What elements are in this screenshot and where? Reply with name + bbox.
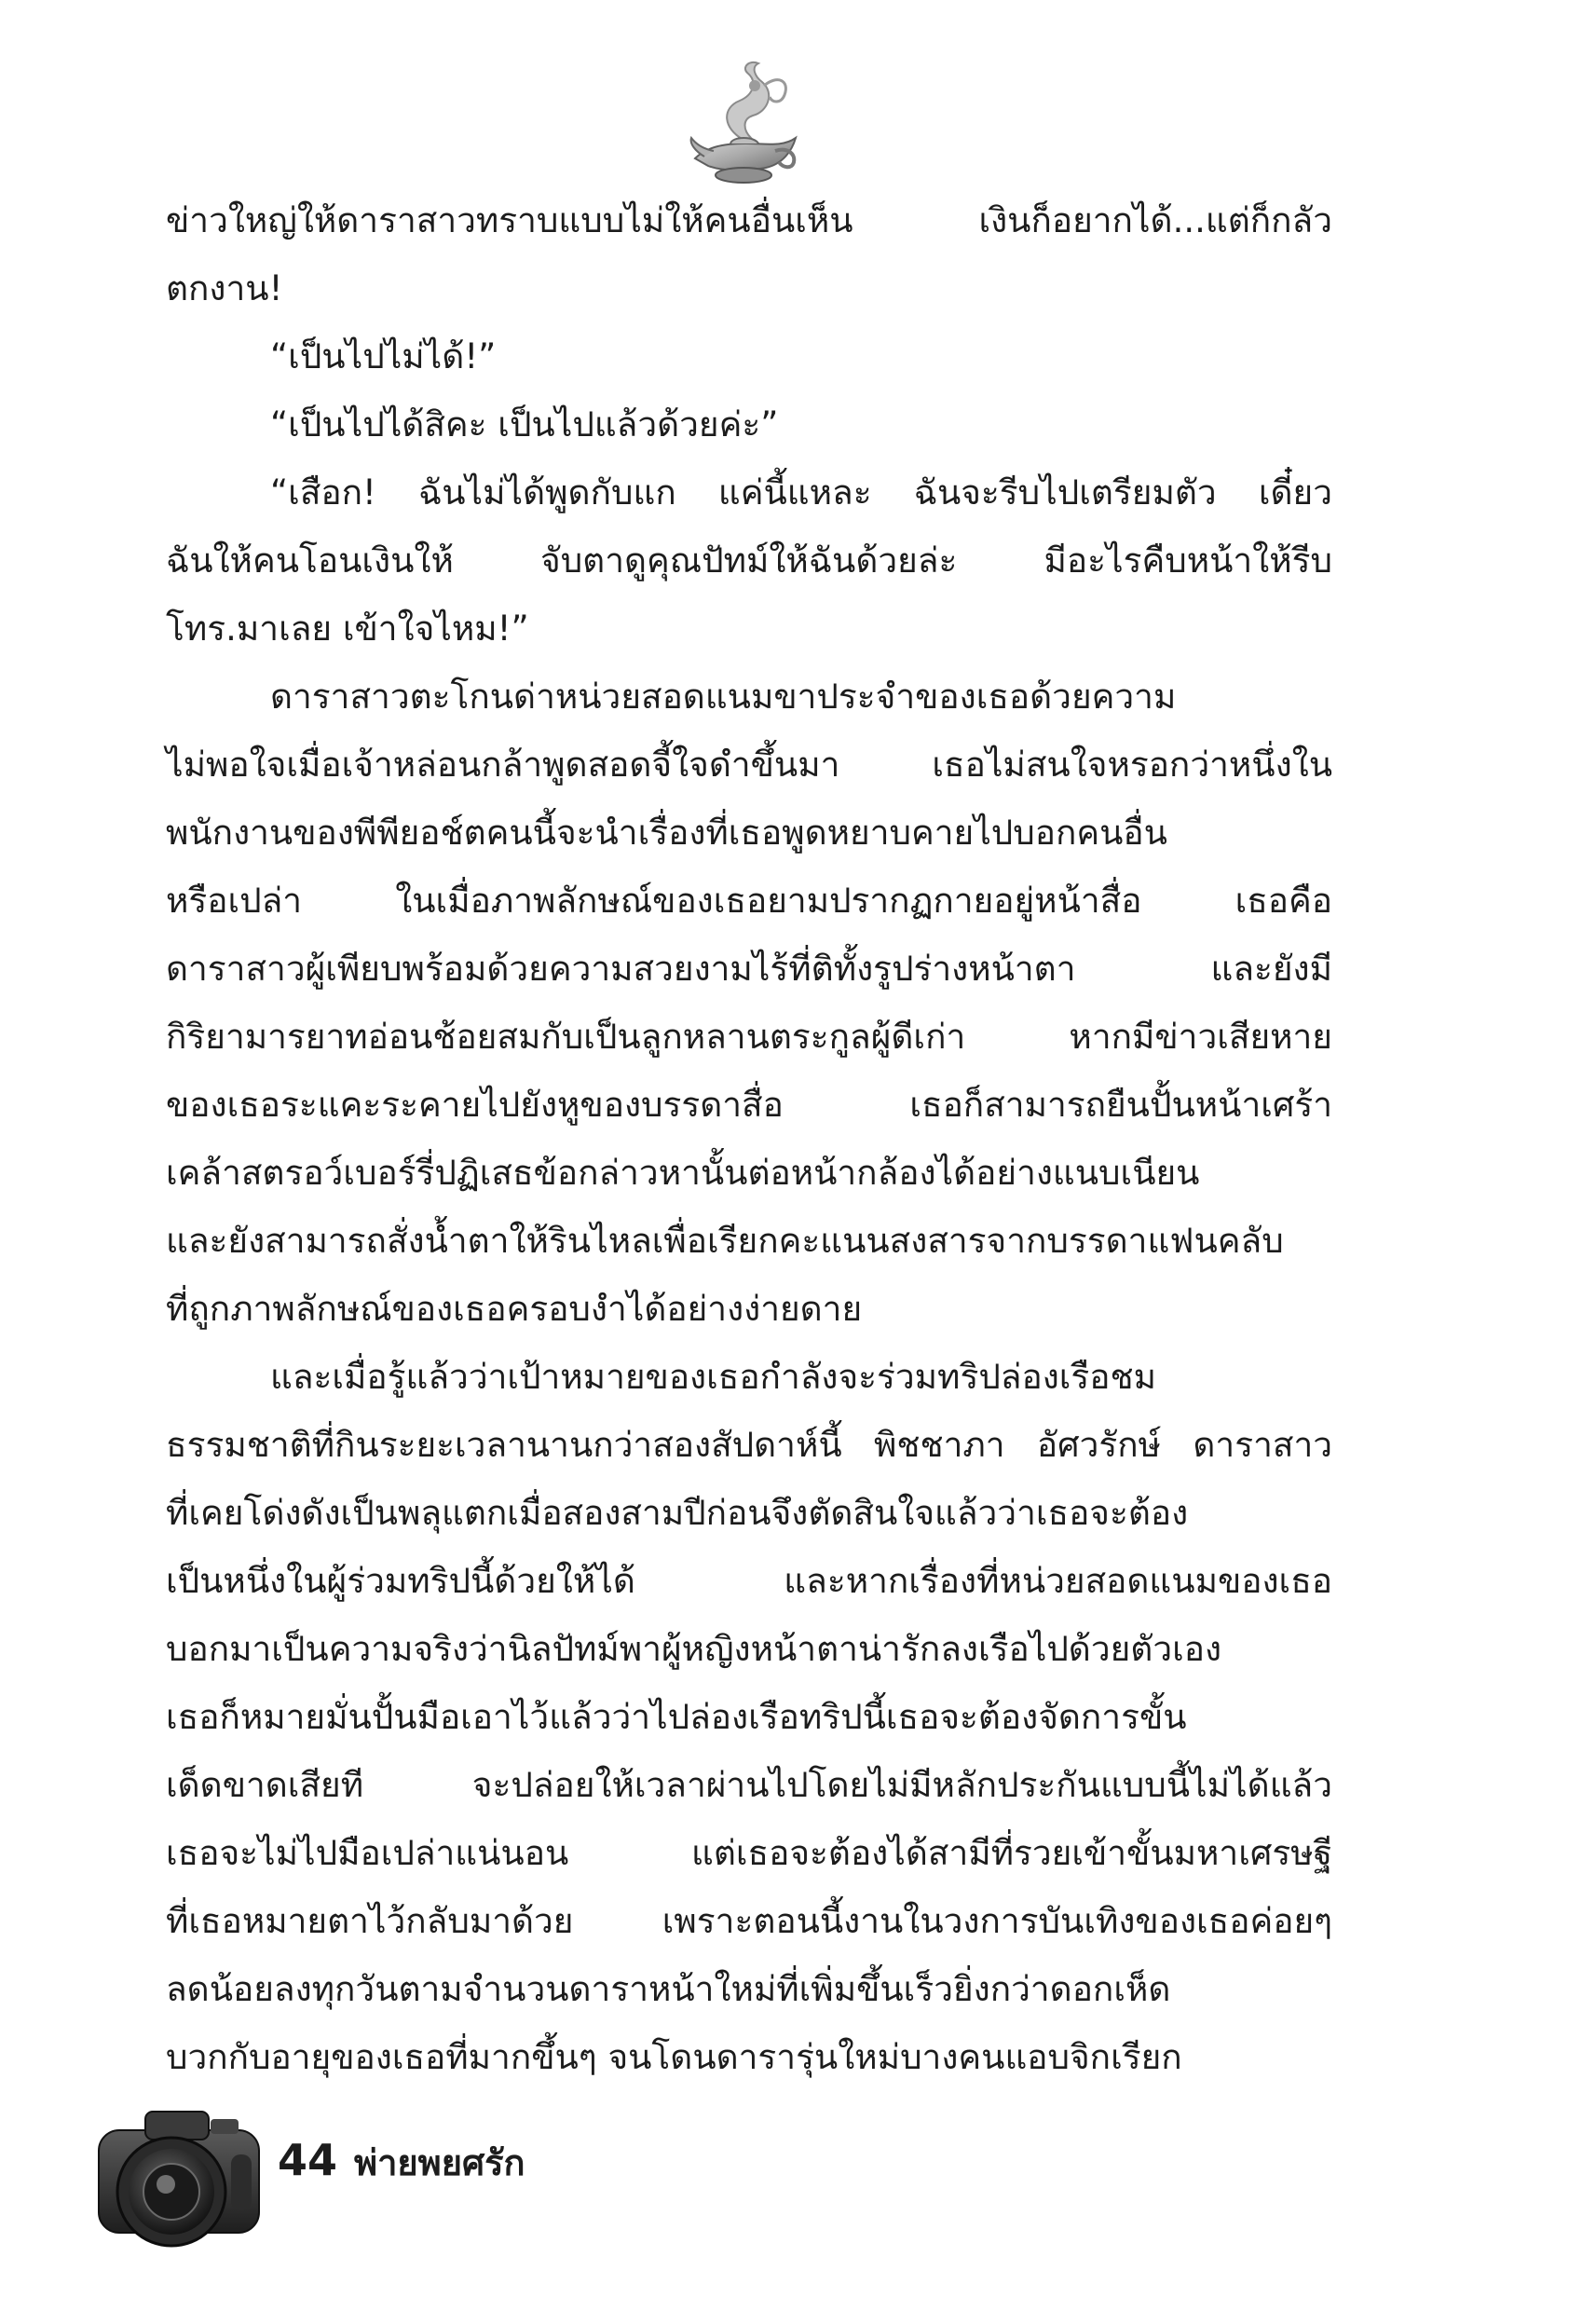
text-line: “เสือก! ฉันไม่ได้พูดกับแก แค่นี้แหละ ฉันจะรีบไปเตรียมตัว เดี๋ยว <box>270 472 1332 513</box>
text-line: เป็นหนึ่งในผู้ร่วมทริปนี้ด้วยให้ได้ และหากเรื่องที่หน่วยสอดแนมของเธอ <box>166 1561 1332 1601</box>
text-line: ดาราสาวผู้เพียบพร้อมด้วยความสวยงามไร้ที่ติทั้งรูปร่างหน้าตา และยังมี <box>166 949 1332 989</box>
text-line: เคล้าสตรอว์เบอร์รี่ปฏิเสธข้อกล่าวหานั้นต่อหน้ากล้องได้อย่างแนบเนียน <box>166 1153 1200 1193</box>
text-line: บอกมาเป็นความจริงว่านิลปัทม์พาผู้หญิงหน้าตาน่ารักลงเรือไปด้วยตัวเอง <box>166 1629 1222 1669</box>
page-number: 44 <box>278 2135 338 2185</box>
text-line: พนักงานของพีพียอช์ตคนนี้จะนำเรื่องที่เธอพูดหยาบคายไปบอกคนอื่น <box>166 813 1167 853</box>
text-line: ลดน้อยลงทุกวันตามจำนวนดาราหน้าใหม่ที่เพิ่มขึ้นเร็วยิ่งกว่าดอกเห็ด <box>166 1969 1171 2009</box>
text-line: ธรรมชาติที่กินระยะเวลานานกว่าสองสัปดาห์นี้ พิชชาภา อัศวรักษ์ ดาราสาว <box>166 1425 1332 1465</box>
text-line: ของเธอระแคะระคายไปยังหูของบรรดาสื่อ เธอก็สามารถยืนปั้นหน้าเศร้า <box>166 1085 1332 1125</box>
text-line: เด็ดขาดเสียที จะปล่อยให้เวลาผ่านไปโดยไม่มีหลักประกันแบบนี้ไม่ได้แล้ว <box>166 1765 1332 1805</box>
text-line: และเมื่อรู้แล้วว่าเป้าหมายของเธอกำลังจะร่วมทริปล่องเรือชม <box>270 1357 1157 1397</box>
body-text <box>166 186 1332 2115</box>
text-line: หรือเปล่า ในเมื่อภาพลักษณ์ของเธอยามปรากฏกายอยู่หน้าสื่อ เธอคือ <box>166 881 1332 921</box>
text-line: และยังสามารถสั่งน้ำตาให้รินไหลเพื่อเรียกคะแนนสงสารจากบรรดาแฟนคลับ <box>166 1221 1284 1261</box>
text-line: ที่เคยโด่งดังเป็นพลุแตกเมื่อสองสามปีก่อนจึงตัดสินใจแล้วว่าเธอจะต้อง <box>166 1493 1189 1533</box>
text-line: เธอจะไม่ไปมือเปล่าแน่นอน แต่เธอจะต้องได้สามีที่รวยเข้าขั้นมหาเศรษฐี <box>166 1833 1332 1873</box>
text-line: “เป็นไปได้สิคะ เป็นไปแล้วด้วยค่ะ” <box>270 404 779 444</box>
camera-icon <box>91 2099 268 2257</box>
text-line: ข่าวใหญ่ให้ดาราสาวทราบแบบไม่ให้คนอื่นเห็น เงินก็อยากได้...แต่ก็กลัว <box>166 200 1332 240</box>
text-line: ที่ถูกภาพลักษณ์ของเธอครอบงำได้อย่างง่ายดาย <box>166 1289 863 1329</box>
text-line: ที่เธอหมายตาไว้กลับมาด้วย เพราะตอนนี้งานในวงการบันเทิงของเธอค่อยๆ <box>166 1901 1332 1941</box>
text-line: บวกกับอายุของเธอที่มากขึ้นๆ จนโดนดารารุ่นใหม่บางคนแอบจิกเรียก <box>166 2037 1182 2077</box>
text-line: ตกงาน! <box>166 268 283 308</box>
text-line: โทร.มาเลย เข้าใจไหม!” <box>166 609 529 649</box>
text-line: ฉันให้คนโอนเงินให้ จับตาดูคุณปัทม์ให้ฉันด้วยล่ะ มีอะไรคืบหน้าให้รีบ <box>166 540 1332 581</box>
text-line: “เป็นไปไม่ได้!” <box>270 336 497 376</box>
book-title: พ่ายพยศรัก <box>354 2142 525 2183</box>
genie-lamp-icon <box>686 54 807 194</box>
text-line: ดาราสาวตะโกนด่าหน่วยสอดแนมขาประจำของเธอด้วยความ <box>270 677 1177 717</box>
text-line: ไม่พอใจเมื่อเจ้าหล่อนกล้าพูดสอดจี้ใจดำขึ้นมา เธอไม่สนใจหรอกว่าหนึ่งใน <box>166 745 1332 785</box>
text-line: เธอก็หมายมั่นปั้นมือเอาไว้แล้วว่าไปล่องเรือทริปนี้เธอจะต้องจัดการขั้น <box>166 1697 1187 1737</box>
text-line: กิริยามารยาทอ่อนช้อยสมกับเป็นลูกหลานตระกูลผู้ดีเก่า หากมีข่าวเสียหาย <box>166 1017 1332 1057</box>
page-footer <box>278 2134 525 2190</box>
